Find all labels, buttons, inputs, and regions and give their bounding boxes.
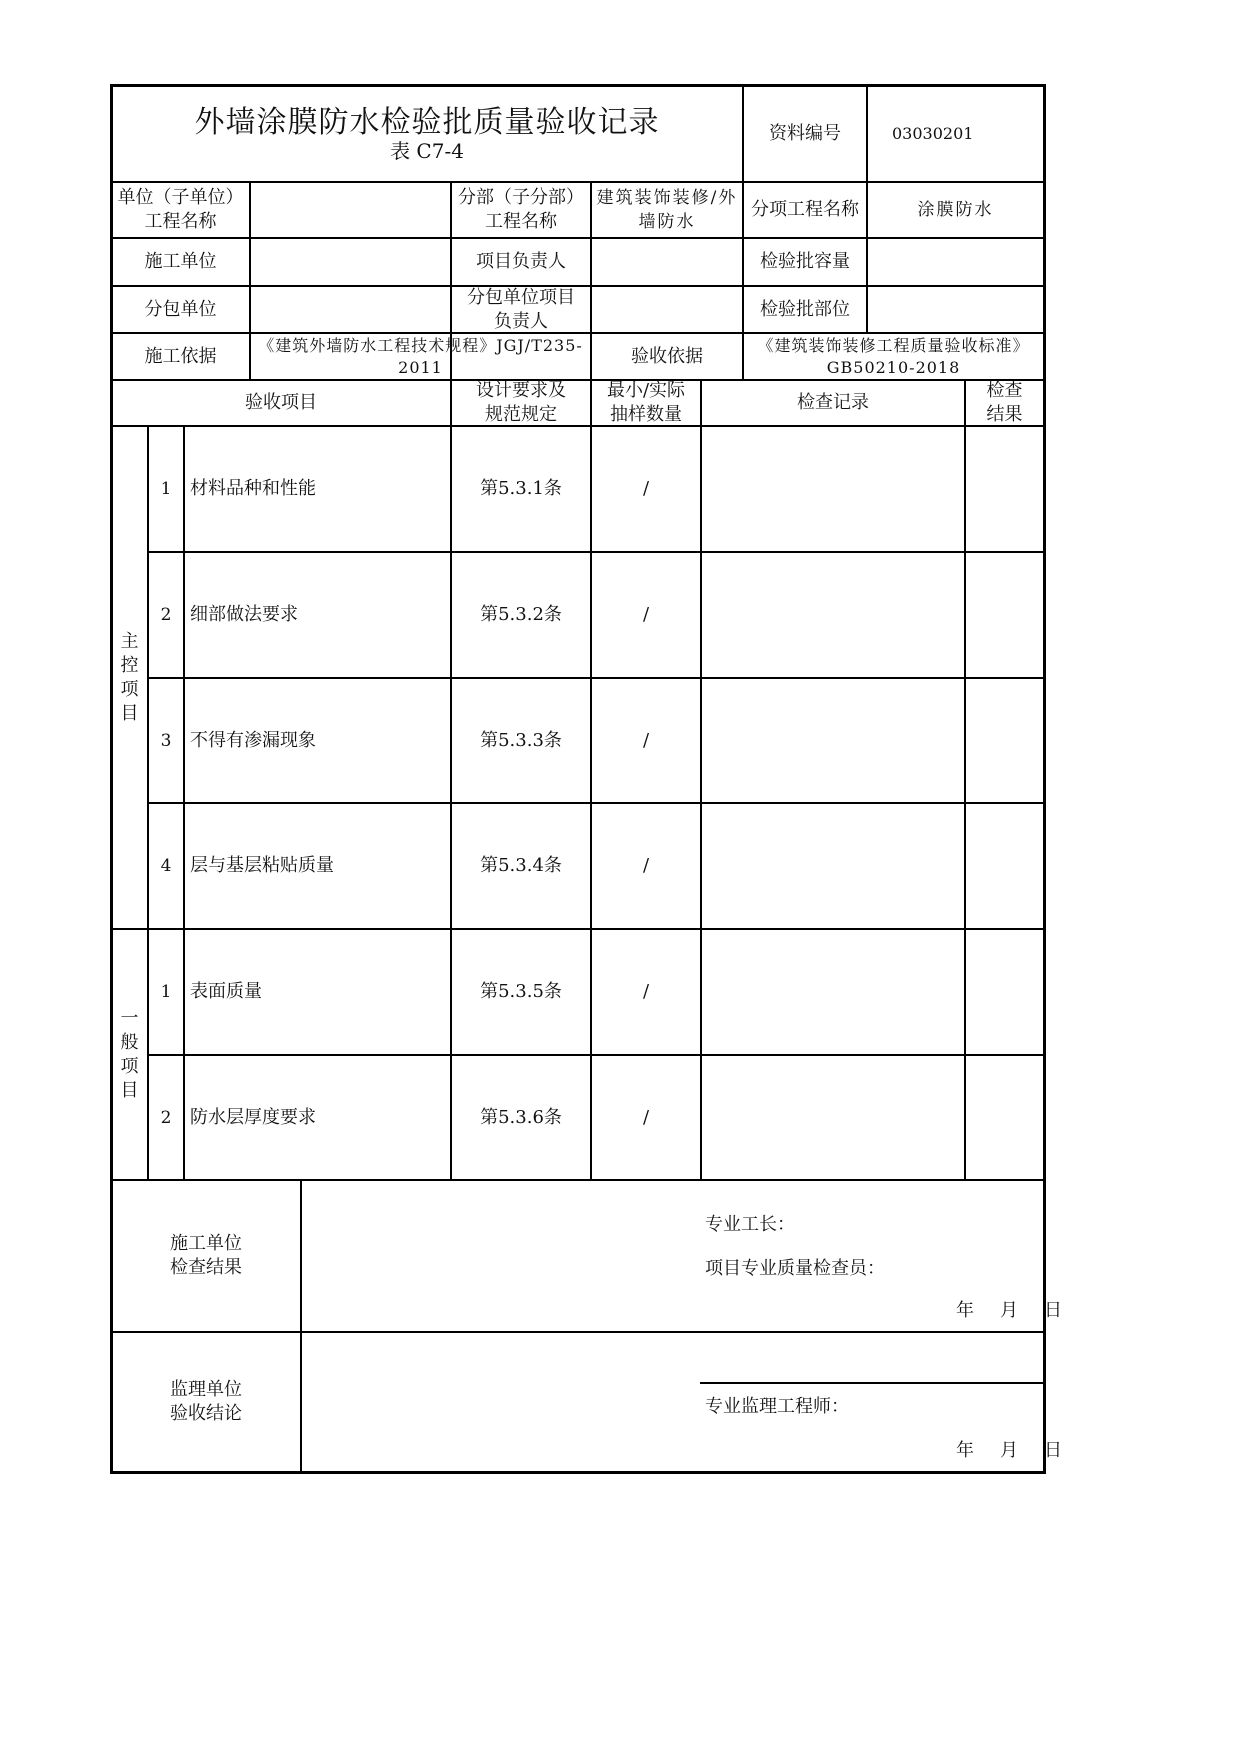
main-item-record[interactable] [702,679,964,802]
subitem-value: 涂膜防水 [917,200,994,220]
unit-label-line2: 工程名称 [144,211,217,232]
division-label-line2: 工程名称 [485,211,557,232]
manager-value[interactable] [592,239,742,285]
main-item-name: 材料品种和性能 [190,478,316,499]
main-item-sample: / [642,478,650,499]
main-item-result[interactable] [966,804,1043,928]
main-item-sample: / [642,604,650,625]
main-item-result[interactable] [966,553,1043,677]
supervisor-check-label [112,1333,300,1471]
sub-manager-label-line1: 分包单位项目 [467,286,575,308]
main-item-no: 3 [160,730,172,751]
col-sample-line1: 最小/实际 [606,380,686,401]
division-label [452,183,590,237]
general-item-name: 防水层厚度要求 [190,1106,316,1128]
col-sample-header [592,381,700,425]
supervisor-check-label-line1: 监理单位 [170,1379,242,1400]
foreman-signature-label[interactable]: 专业工长： [705,1214,795,1235]
border-right [1043,84,1046,1474]
contractor-check-label [112,1181,300,1331]
unit-value[interactable] [251,183,450,237]
general-item-clause: 第5.3.5条 [480,981,562,1002]
col-sample-line2: 抽样数量 [610,404,682,425]
col-design-header [452,381,590,425]
main-group-label: 主控项目 [120,630,139,724]
location-value[interactable] [868,287,1043,332]
col-design-line2: 规范规定 [485,404,557,425]
page-title: 外墙涂膜防水检验批质量验收记录 [194,104,660,140]
main-item-name: 细部做法要求 [190,604,298,625]
general-group-label-cell [112,930,147,1179]
col-result-header [966,381,1043,425]
contractor-label: 施工单位 [144,251,217,272]
col-result-line2: 结果 [986,404,1023,425]
main-item-record[interactable] [702,427,964,551]
sub-manager-value[interactable] [592,287,742,332]
main-group-label-cell [112,427,147,928]
main-item-name: 层与基层粘贴质量 [190,855,334,876]
subcontractor-label: 分包单位 [144,298,217,320]
division-value-line1: 建筑装饰装修/外 [596,188,738,208]
col-line [300,1179,302,1473]
main-item-sample: / [642,729,650,751]
general-item-result[interactable] [966,1056,1043,1179]
general-item-no: 2 [160,1107,172,1128]
main-item-no: 1 [160,479,172,499]
row-line [700,1382,1045,1384]
division-value-line2: 墙防水 [638,212,696,232]
general-item-sample: / [642,1106,650,1128]
main-item-record[interactable] [702,553,964,677]
capacity-value[interactable] [868,239,1043,285]
main-item-clause: 第5.3.2条 [480,604,562,625]
general-item-no: 1 [160,982,172,1002]
general-group-label: 一般项目 [120,1007,139,1101]
sub-manager-label-line2: 负责人 [494,310,548,332]
general-item-sample: / [642,981,650,1002]
main-item-record[interactable] [702,804,964,928]
acceptance-basis-value [744,334,1043,379]
contractor-check-label-line2: 检查结果 [170,1257,242,1278]
main-item-no: 4 [160,856,172,876]
acceptance-basis-line1: 《建筑装饰装修工程质量验收标准》 [757,335,1030,355]
contractor-check-label-line1: 施工单位 [170,1233,242,1254]
basis-value-line2: 2011 [398,357,443,377]
basis-label: 施工依据 [144,345,217,367]
main-item-clause: 第5.3.4条 [480,855,562,876]
col-result-line1: 检查 [986,380,1023,401]
general-item-result[interactable] [966,930,1043,1054]
main-item-result[interactable] [966,679,1043,802]
main-item-sample: / [642,855,650,876]
supervisor-check-label-line2: 验收结论 [170,1403,242,1424]
main-item-result[interactable] [966,427,1043,551]
general-item-clause: 第5.3.6条 [480,1106,562,1128]
general-item-record[interactable] [702,1056,964,1179]
contractor-value[interactable] [251,239,450,285]
record-no-label: 资料编号 [769,122,841,144]
main-item-clause: 第5.3.3条 [480,729,562,751]
contractor-date[interactable]: 年 月 日 [956,1300,1066,1321]
col-design-line1: 设计要求及 [476,380,566,401]
col-record-header: 检查记录 [797,392,869,413]
subcontractor-value[interactable] [251,287,450,332]
supervisor-date[interactable]: 年 月 日 [956,1440,1066,1461]
main-item-name: 不得有渗漏现象 [190,729,316,751]
basis-value-line1: 《建筑外墙防水工程技术规程》JGJ/T235- [258,335,583,355]
acceptance-basis-label: 验收依据 [631,345,703,367]
basis-value [251,334,590,379]
unit-label-line1: 单位（子单位） [117,187,244,208]
division-label-line1: 分部（子分部） [458,187,584,208]
table-number: 表 C7-4 [390,138,464,163]
border-bottom [110,1471,1046,1474]
location-label: 检验批部位 [760,298,850,320]
capacity-label: 检验批容量 [760,251,850,272]
unit-label [112,183,249,237]
title-block [112,86,742,181]
engineer-signature-label[interactable]: 专业监理工程师： [705,1396,849,1417]
subitem-label: 分项工程名称 [751,199,859,220]
sub-manager-label [452,287,590,332]
general-item-record[interactable] [702,930,964,1054]
general-item-name: 表面质量 [190,981,262,1002]
main-item-clause: 第5.3.1条 [480,478,562,499]
division-value [592,183,742,237]
col-item-header: 验收项目 [245,392,317,413]
inspector-signature-label[interactable]: 项目专业质量检查员： [705,1258,885,1279]
acceptance-basis-line2: GB50210-2018 [826,357,961,377]
main-item-no: 2 [160,605,172,625]
manager-label: 项目负责人 [476,251,566,272]
record-no-value: 03030201 [892,123,974,143]
